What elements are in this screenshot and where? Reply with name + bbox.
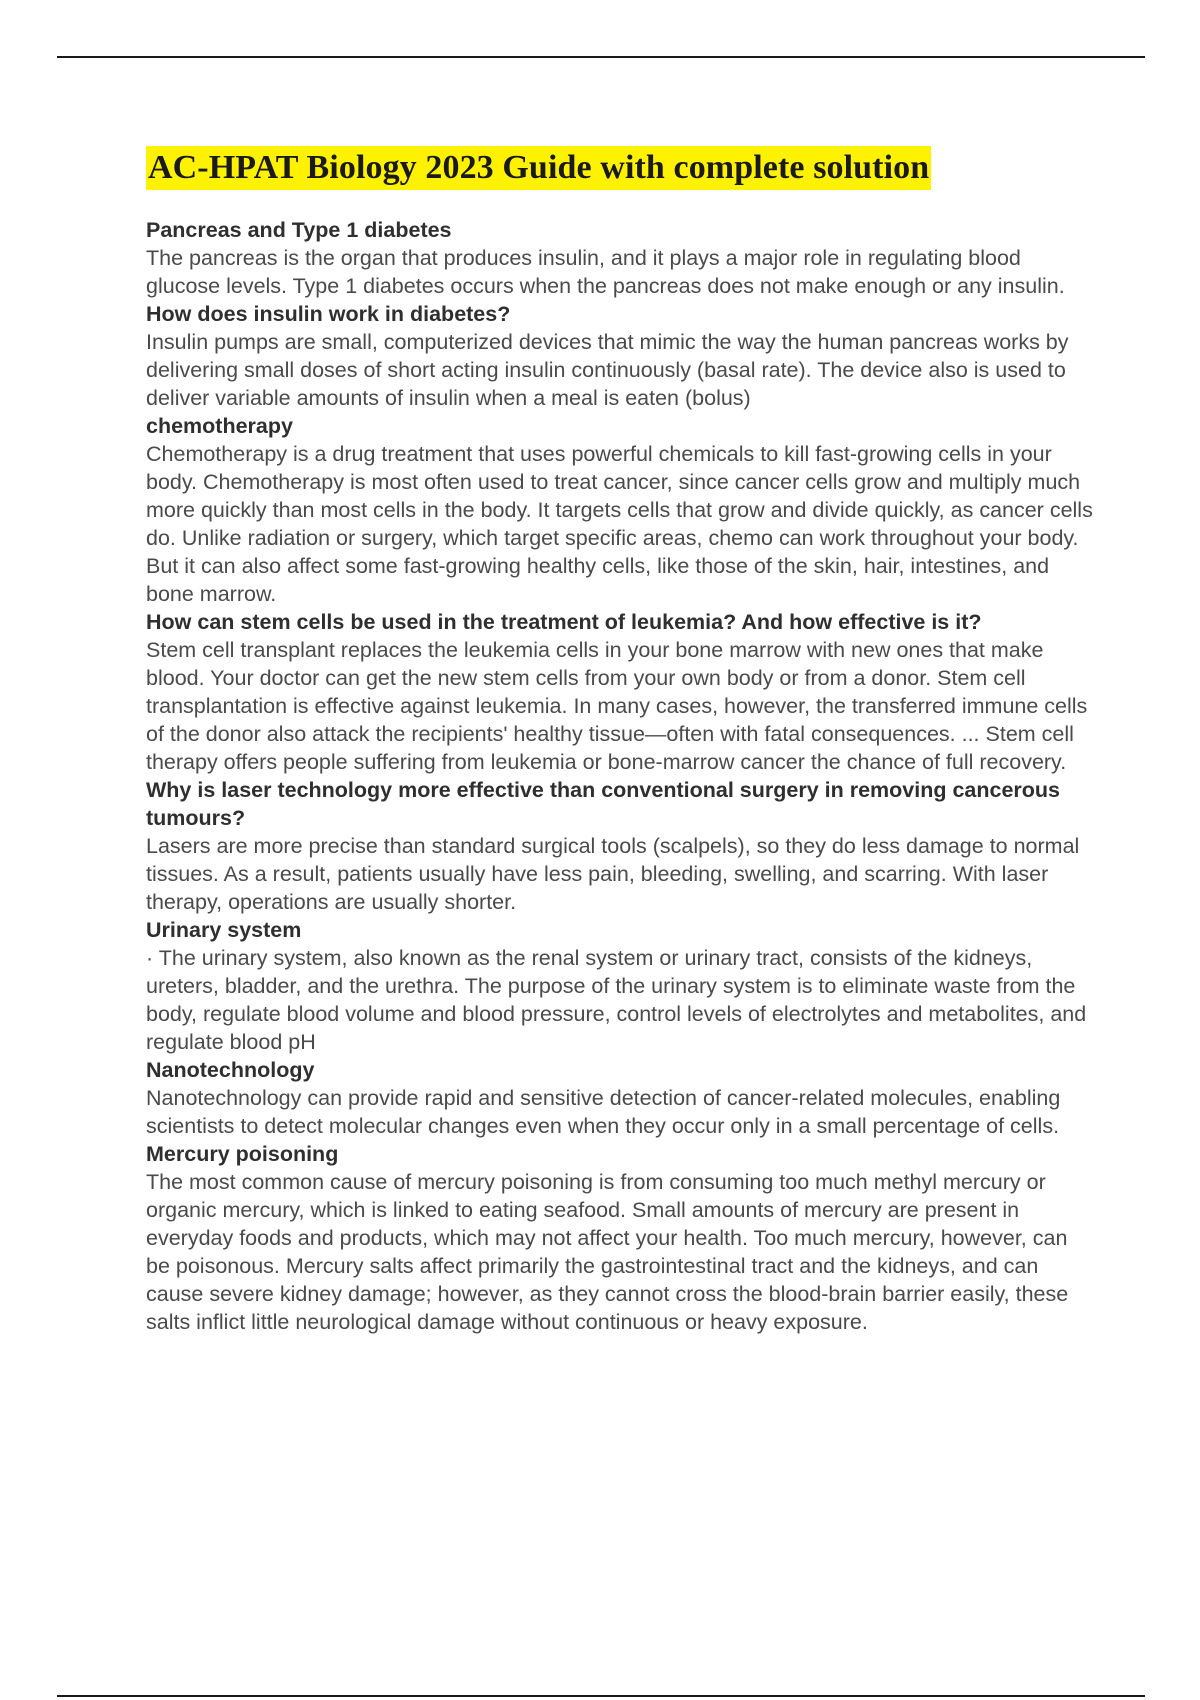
- section-heading: Nanotechnology: [146, 1058, 315, 1082]
- section-body: Insulin pumps are small, computerized devices that mimic the way the human pancreas works by delivering small doses of short acting insulin continuously (basal rate). The device also is used to deliver variable amounts of insulin when a meal is eaten (bolus): [146, 330, 1069, 410]
- section-stem-cells: [146, 608, 1096, 776]
- section-body: Nanotechnology can provide rapid and sensitive detection of cancer-related molecules, enabling scientists to detect molecular changes even when they occur only in a small percentage of cells.: [146, 1086, 1061, 1138]
- header-rule: [57, 56, 1145, 58]
- section-heading: Mercury poisoning: [146, 1142, 339, 1166]
- section-body: The most common cause of mercury poisoning is from consuming too much methyl mercury or organic mercury, which is linked to eating seafood. Small amounts of mercury are present in everyday foods and products, which may not affect your health. Too much mercury, however, can be poisonous. Mercury salts affect primarily the gastrointestinal tract and the kidneys, and can cause severe kidney damage; however, as they cannot cross the blood-brain barrier easily, these salts inflict little neurological damage without continuous or heavy exposure.: [146, 1170, 1069, 1334]
- section-body: Chemotherapy is a drug treatment that uses powerful chemicals to kill fast-growing cells in your body. Chemotherapy is most often used to treat cancer, since cancer cells grow and multiply much more quickly than most cells in the body. It targets cells that grow and divide quickly, as cancer cells do. Unlike radiation or surgery, which target specific areas, chemo can work throughout your body. But it can also affect some fast-growing healthy cells, like those of the skin, hair, intestines, and bone marrow.: [146, 442, 1093, 606]
- section-heading: Pancreas and Type 1 diabetes: [146, 218, 452, 242]
- section-body: Stem cell transplant replaces the leukemia cells in your bone marrow with new ones that make blood. Your doctor can get the new stem cells from your own body or from a donor. Stem cell transplantation is effective against leukemia. In many cases, however, the transferred immune cells of the donor also attack the recipients' healthy tissue—often with fatal consequences. ... Stem cell therapy offers people suffering from leukemia or bone-marrow cancer the chance of full recovery.: [146, 638, 1088, 774]
- document-body: [146, 146, 1096, 1336]
- section-heading: How can stem cells be used in the treatment of leukemia? And how effective is it?: [146, 610, 982, 634]
- section-mercury: [146, 1140, 1096, 1336]
- footer-rule: [57, 1695, 1145, 1697]
- section-body: · The urinary system, also known as the renal system or urinary tract, consists of the kidneys, ureters, bladder, and the urethra. The purpose of the urinary system is to eliminate waste from the body, regulate blood volume and blood pressure, control levels of electrolytes and metabolites, and regulate blood pH: [146, 946, 1087, 1054]
- section-pancreas: [146, 216, 1096, 300]
- section-heading: Urinary system: [146, 918, 302, 942]
- section-nanotechnology: [146, 1056, 1096, 1140]
- section-body: Lasers are more precise than standard surgical tools (scalpels), so they do less damage to normal tissues. As a result, patients usually have less pain, bleeding, swelling, and scarring. With laser therapy, operations are usually shorter.: [146, 834, 1080, 914]
- section-heading: How does insulin work in diabetes?: [146, 302, 511, 326]
- section-body: The pancreas is the organ that produces insulin, and it plays a major role in regulating blood glucose levels. Type 1 diabetes occurs when the pancreas does not make enough or any insulin.: [146, 246, 1065, 298]
- section-heading: Why is laser technology more effective than conventional surgery in removing cancerous tumours?: [146, 778, 1061, 830]
- section-laser: [146, 776, 1096, 916]
- section-heading: chemotherapy: [146, 414, 293, 438]
- section-chemotherapy: [146, 412, 1096, 608]
- document-title: AC-HPAT Biology 2023 Guide with complete solution: [146, 146, 931, 190]
- section-insulin: [146, 300, 1096, 412]
- section-urinary: [146, 916, 1096, 1056]
